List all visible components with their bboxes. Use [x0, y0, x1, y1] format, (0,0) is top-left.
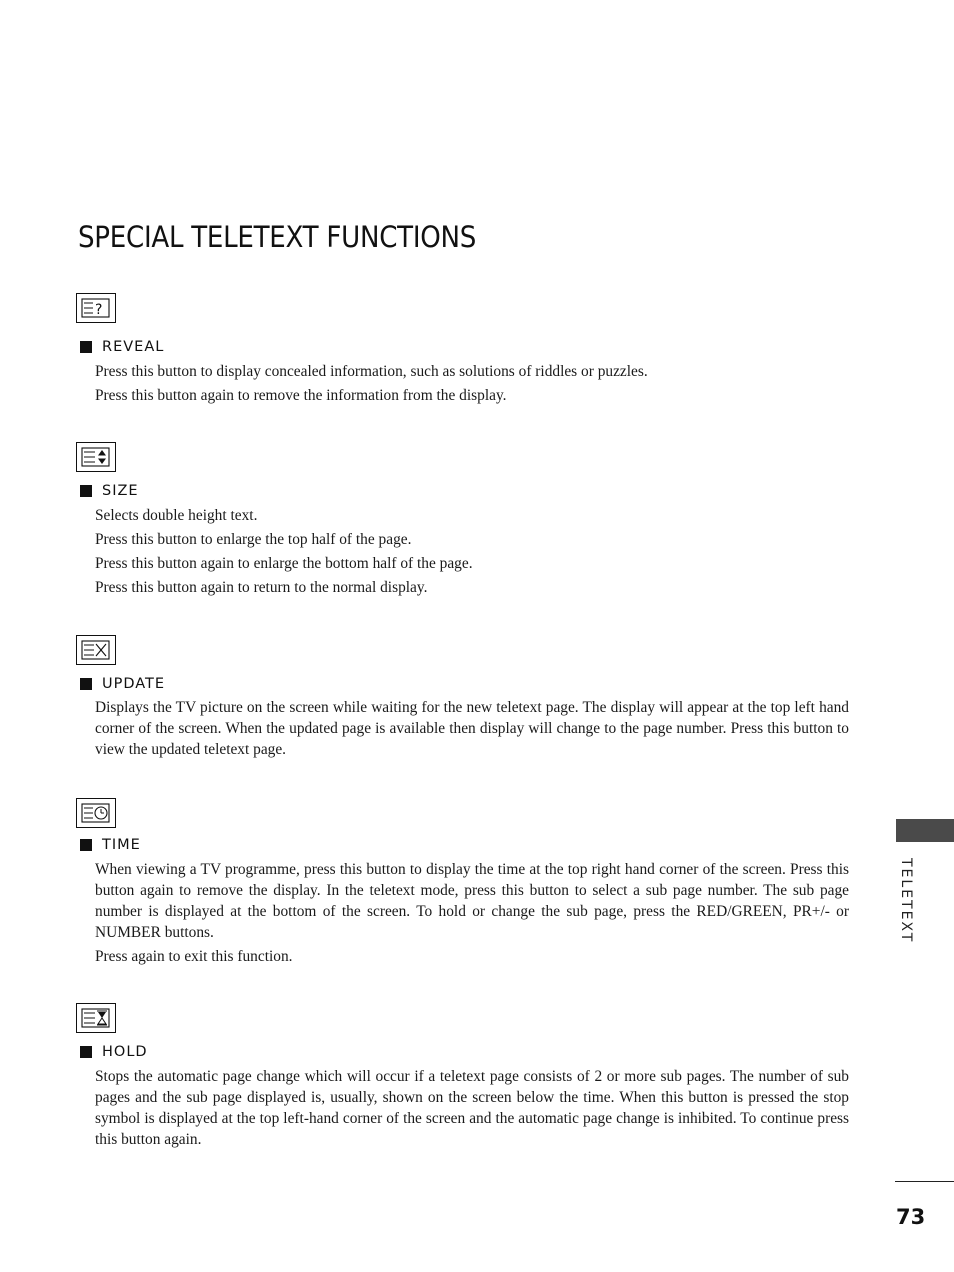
section-heading: SIZE: [80, 482, 139, 500]
svg-text:?: ?: [95, 302, 103, 318]
paragraph: Selects double height text.: [95, 507, 258, 524]
paragraph: Press again to exit this function.: [95, 948, 293, 965]
section-body: [95, 859, 849, 970]
section-body: [95, 505, 849, 601]
update-icon: [76, 635, 116, 665]
page-title: SPECIAL TELETEXT FUNCTIONS: [78, 220, 477, 254]
page-number: 73: [896, 1205, 926, 1229]
bullet-square: [80, 341, 92, 353]
section-body: [95, 361, 849, 409]
section-heading: UPDATE: [80, 675, 165, 693]
chapter-label: TELETEXT: [898, 858, 914, 944]
paragraph: Displays the TV picture on the screen while waiting for the new teletext page. The display will appear at the top left hand corner of the screen. When the updated page is available then display will change to the page number. Press this button to view the updated teletext page.: [95, 699, 849, 758]
chapter-tab: [896, 819, 954, 842]
bullet-square: [80, 678, 92, 690]
paragraph: When viewing a TV programme, press this button to display the time at the top right hand corner of the screen. Press this button again to remove the display. In the teletext mode, press this button to select a sub page number. The sub page number is displayed at the bottom of the screen. To hold or change the sub page, press the RED/GREEN, PR+/- or NUMBER buttons.: [95, 861, 849, 941]
page-number-rule: [895, 1181, 954, 1182]
paragraph: Press this button again to remove the information from the display.: [95, 387, 507, 404]
bullet-square: [80, 485, 92, 497]
paragraph: Press this button again to enlarge the bottom half of the page.: [95, 555, 473, 572]
section-body: [95, 1066, 849, 1153]
paragraph: Stops the automatic page change which will occur if a teletext page consists of 2 or more sub pages. The number of sub pages and the sub page displayed is, usually, shown on the screen below the time. When this button is pressed the stop symbol is displayed at the top left-hand corner of the screen and the automatic page change is inhibited. To continue press this button again.: [95, 1068, 849, 1148]
section-heading: REVEAL: [80, 338, 164, 356]
paragraph: Press this button again to return to the normal display.: [95, 579, 428, 596]
reveal-icon: [76, 293, 116, 323]
bullet-square: [80, 839, 92, 851]
size-icon: [76, 442, 116, 472]
section-heading: TIME: [80, 836, 141, 854]
hold-icon: [76, 1003, 116, 1033]
bullet-square: [80, 1046, 92, 1058]
time-icon: [76, 798, 116, 828]
section-body: [95, 697, 849, 763]
paragraph: Press this button to display concealed information, such as solutions of riddles or puzzles.: [95, 363, 648, 380]
paragraph: Press this button to enlarge the top half of the page.: [95, 531, 412, 548]
section-heading: HOLD: [80, 1043, 148, 1061]
